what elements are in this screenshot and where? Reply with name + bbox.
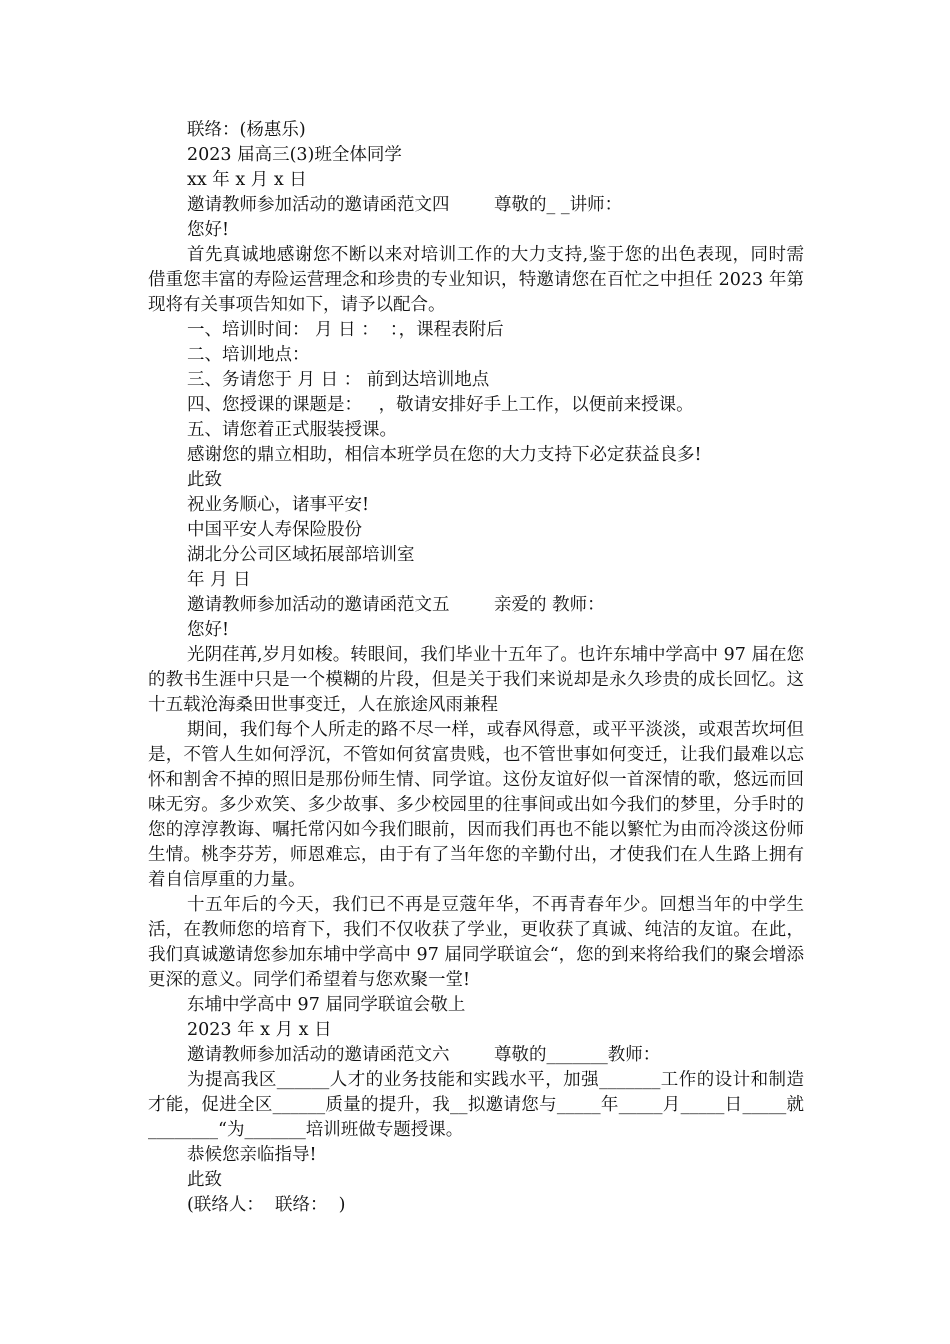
document-text [148,118,804,1218]
letter4-org: 中国平安人寿保险股份 [187,520,362,540]
letter6-closing: 此致 [187,1170,222,1190]
letter4-item: 三、务请您于 月 日 ： 前到达培训地点 [187,370,490,390]
signature-line: 2023 届高三(3)班全体同学 [187,145,402,165]
letter6-paragraph: 为提高我区______人才的业务技能和实践水平，加强_______工作的设计和制造才能，促进全区______质量的提升，我__拟邀请您与_____年_____月_____日_____就________“为_______培训班做专题授课。 [148,1070,804,1140]
letter4-item: 二、培训地点： [187,345,310,365]
letter4-item: 一、培训时间： 月 日 ： ：，课程表附后 [187,320,504,340]
letter5-greeting: 您好! [187,620,230,640]
letter6-heading: 邀请教师参加活动的邀请函范文六 尊敬的_______教师： [187,1045,661,1065]
letter4-dept: 湖北分公司区域拓展部培训室 [187,545,415,565]
letter5-paragraph: 光阴荏苒,岁月如梭。转眼间，我们毕业十五年了。也许东埔中学高中 97 届在您的教书生涯中只是一个模糊的片段，但是关于我们来说却是永久珍贵的成长回忆。这十五载沧海桑田世事变迁，人在旅途风雨兼程 [148,645,804,715]
letter5-heading: 邀请教师参加活动的邀请函范文五 亲爱的 教师： [187,595,605,615]
letter4-item: 五、请您着正式服装授课。 [187,420,397,440]
date-line: xx 年 x 月 x 日 [187,170,307,190]
letter4-date: 年 月 日 [187,570,251,590]
letter5-paragraph: 十五年后的今天，我们已不再是豆蔻年华，不再青春年少。回想当年的中学生活，在教师您的培育下，我们不仅收获了学业，更收获了真诚、纯洁的友谊。在此，我们真诚邀请您参加东埔中学高中 97 届同学联谊会“，您的到来将给我们的聚会增添更深的意义。同学们希望着与您欢聚一堂! [148,895,804,990]
letter4-wish: 祝业务顺心，诸事平安! [187,495,370,515]
letter4-closing: 此致 [187,470,222,490]
letter4-greeting: 您好! [187,220,230,240]
letter6-respect: 恭候您亲临指导! [187,1145,317,1165]
letter5-signature: 东埔中学高中 97 届同学联谊会敬上 [187,995,466,1015]
letter4-item: 四、您授课的课题是： ，敬请安排好手上工作，以便前来授课。 [187,395,694,415]
contact-line: 联络：(杨惠乐) [187,120,306,140]
letter4-heading: 邀请教师参加活动的邀请函范文四 尊敬的_ _讲师： [187,195,623,215]
letter6-contact: (联络人： 联络： ) [187,1195,346,1215]
letter5-paragraph: 期间，我们每个人所走的路不尽一样，或春风得意，或平平淡淡，或艰苦坎坷但是，不管人生如何浮沉，不管如何贫富贵贱，也不管世事如何变迁，让我们最难以忘怀和割舍不掉的照旧是那份师生情、同学谊。这份友谊好似一首深情的歌，悠远而回味无穷。多少欢笑、多少故事、多少校园里的往事间或出如今我们的梦里，分手时的您的淳淳教诲、嘱托常闪如今我们眼前，因而我们再也不能以繁忙为由而冷淡这份师生情。桃李芬芳，师恩难忘，由于有了当年您的辛勤付出，才使我们在人生路上拥有着自信厚重的力量。 [148,720,804,890]
letter4-body: 首先真诚地感谢您不断以来对培训工作的大力支持,鉴于您的出色表现，同时需借重您丰富的寿险运营理念和珍贵的专业知识，特邀请您在百忙之中担任 2023 年第现将有关事项告知如下，请予以配合。 [148,245,804,315]
letter5-date: 2023 年 x 月 x 日 [187,1020,332,1040]
letter4-thanks: 感谢您的鼎立相助，相信本班学员在您的大力支持下必定获益良多! [187,445,702,465]
